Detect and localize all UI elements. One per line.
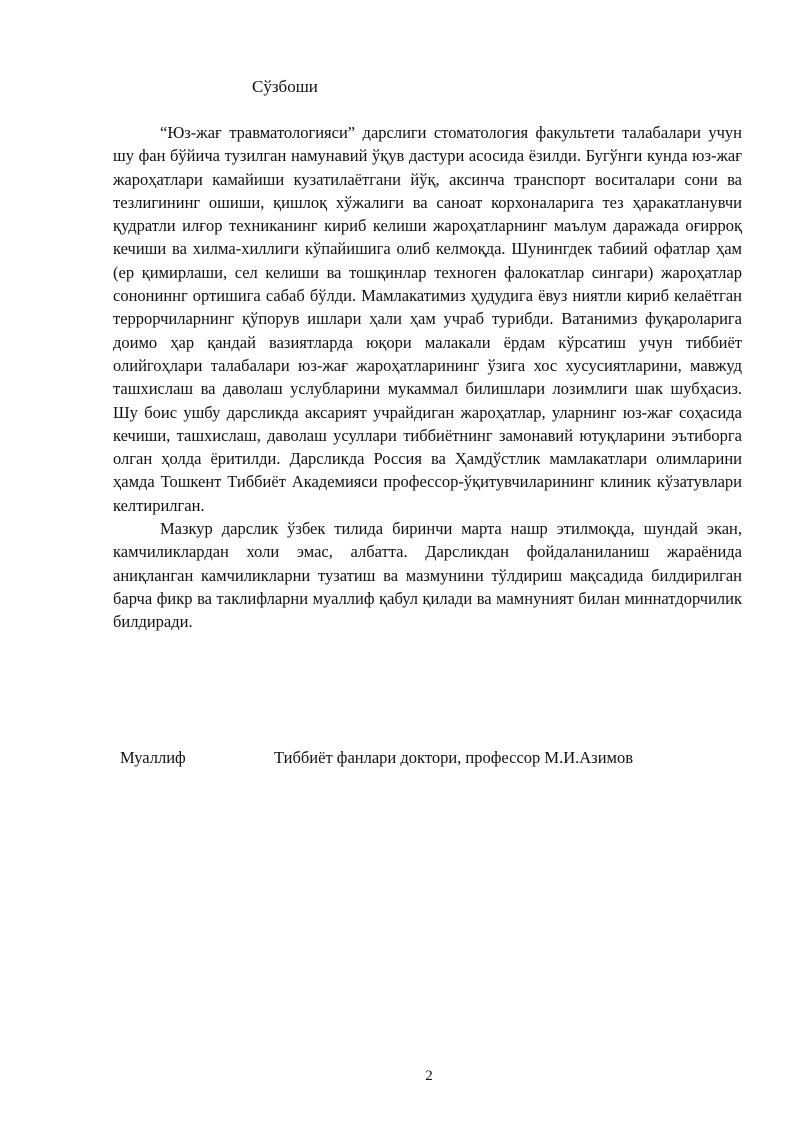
signature-role: Муаллиф [120,748,186,767]
signature-name: Тиббиёт фанлари доктори, профессор М.И.Азимов [274,748,634,767]
preface-body [113,121,742,634]
paragraph-2: Мазкур дарслик ўзбек тилида биринчи марта нашр этилмоқда, шундай экан, камчиликлардан холи эмас, албатта. Дарсликдан фойдаланиланиш жараёнида аниқланган камчиликларни тузатиш ва мазмунини тўлдириш мақсадида билдирилган барча фикр ва таклифларни муаллиф қабул қилади ва мамнуният билан миннатдорчилик билдиради. [113,519,742,632]
page-title: Сўзбоши [252,77,318,96]
page-number: 2 [425,1068,433,1084]
paragraph-1: “Юз-жағ травматологияси” дарслиги стоматология факультети талабалари учун шу фан бўйича тузилган намунавий ўқув дастури асосида ёзилди. Бугўнги кунда юз-жағ жароҳатлари камайиши кузатилаётгани йўқ, аксинча транспорт воситалари сони ва тезлигининг ошиши, қишлоқ хўжалиги ва саноат корхоналарига тез ҳаракатланувчи қудратли илғор техниканинг кириб келиши жароҳатларнинг маълум даражада оғирроқ кечиши ва хилма-хиллиги кўпайишига олиб келмоқда. Шунингдек табиий офатлар ҳам (ер қимирлаши, сел келиши ва тошқинлар техноген фалокатлар сингари) жароҳатлар сонониннг ортишига сабаб бўлди. Мамлакатимиз ҳудудига ёвуз ниятли кириб келаётган террорчиларнинг қўпорув ишлари ҳали ҳам учраб турибди. Ватанимиз фуқароларига доимо ҳар қандай вазиятларда юқори малакали ёрдам кўрсатиш учун тиббиёт олийгоҳлари талабалари юз-жағ жароҳатларининг ўзига хос хусусиятларини, мавжуд ташхислаш ва даволаш услубларини мукаммал билишлари лозимлиги шак шубҳасиз. Шу боис ушбу дарсликда аксарият учрайдиган жароҳатлар, уларнинг юз-жағ соҳасида кечиши, ташхислаш, даволаш усуллари тиббиётнинг замонавий ютуқларини эътиборга олган ҳолда ёритилди. Дарсликда Россия ва Ҳамдўстлик мамлакатлари олимларини ҳамда Тошкент Тиббиёт Академияси профессор-ўқитувчиларининг клиник кўзатувлари келтирилган. [113,123,742,515]
